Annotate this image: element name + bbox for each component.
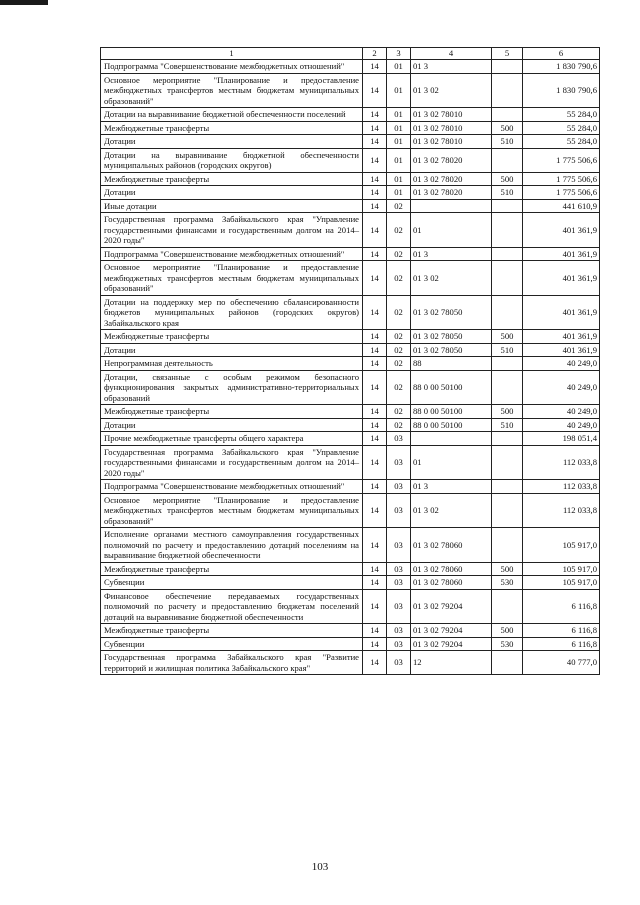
cell-amount: 105 917,0 (523, 562, 600, 576)
table-row (101, 418, 600, 432)
cell-section: 14 (363, 624, 387, 638)
table-row (101, 135, 600, 149)
cell-name: Межбюджетные трансферты (101, 121, 363, 135)
cell-target-code: 01 3 02 78050 (411, 343, 492, 357)
cell-expense-type (492, 651, 523, 675)
cell-expense-type (492, 589, 523, 624)
table-row (101, 148, 600, 172)
cell-subsection: 03 (387, 576, 411, 590)
cell-name: Основное мероприятие "Планирование и предоставление межбюджетных трансфертов местным бюджетам муниципальных образований" (101, 493, 363, 528)
cell-name: Основное мероприятие "Планирование и предоставление межбюджетных трансфертов местным бюджетам муниципальных образований" (101, 73, 363, 108)
table-row (101, 562, 600, 576)
header-row (101, 48, 600, 60)
cell-subsection: 01 (387, 60, 411, 74)
cell-section: 14 (363, 562, 387, 576)
cell-subsection: 02 (387, 330, 411, 344)
cell-target-code: 01 3 02 78050 (411, 295, 492, 330)
cell-amount: 105 917,0 (523, 528, 600, 563)
cell-subsection: 02 (387, 343, 411, 357)
cell-target-code: 01 3 02 (411, 493, 492, 528)
cell-name: Дотации (101, 343, 363, 357)
table-row (101, 121, 600, 135)
table-row (101, 60, 600, 74)
cell-amount: 6 116,8 (523, 637, 600, 651)
header-col-3: 3 (387, 48, 411, 60)
table-row (101, 637, 600, 651)
cell-section: 14 (363, 330, 387, 344)
table-row (101, 445, 600, 480)
cell-section: 14 (363, 405, 387, 419)
cell-subsection: 03 (387, 651, 411, 675)
cell-subsection: 03 (387, 493, 411, 528)
cell-section: 14 (363, 73, 387, 108)
cell-name: Дотации (101, 418, 363, 432)
table-row (101, 405, 600, 419)
cell-name: Дотации на выравнивание бюджетной обеспеченности муниципальных районов (городских округов) (101, 148, 363, 172)
table-row (101, 624, 600, 638)
cell-amount: 40 249,0 (523, 370, 600, 405)
table-row (101, 172, 600, 186)
cell-expense-type (492, 60, 523, 74)
cell-target-code: 01 3 02 78020 (411, 148, 492, 172)
cell-target-code: 88 0 00 50100 (411, 370, 492, 405)
cell-name: Подпрограмма "Совершенствование межбюджетных отношений" (101, 247, 363, 261)
cell-amount: 40 249,0 (523, 357, 600, 371)
cell-subsection: 01 (387, 135, 411, 149)
cell-target-code (411, 432, 492, 446)
table-row (101, 295, 600, 330)
cell-expense-type: 500 (492, 405, 523, 419)
cell-name: Межбюджетные трансферты (101, 562, 363, 576)
cell-expense-type: 510 (492, 343, 523, 357)
cell-target-code: 01 3 02 78020 (411, 186, 492, 200)
cell-amount: 401 361,9 (523, 295, 600, 330)
cell-name: Прочие межбюджетные трансферты общего характера (101, 432, 363, 446)
cell-target-code: 01 (411, 213, 492, 248)
cell-name: Межбюджетные трансферты (101, 405, 363, 419)
cell-amount: 401 361,9 (523, 247, 600, 261)
cell-target-code: 01 3 02 78020 (411, 172, 492, 186)
cell-expense-type (492, 261, 523, 296)
cell-expense-type (492, 528, 523, 563)
cell-expense-type (492, 213, 523, 248)
header-col-5: 5 (492, 48, 523, 60)
cell-amount: 40 249,0 (523, 418, 600, 432)
table-row (101, 651, 600, 675)
cell-amount: 401 361,9 (523, 330, 600, 344)
cell-name: Иные дотации (101, 199, 363, 213)
cell-subsection: 01 (387, 172, 411, 186)
cell-name: Субвенции (101, 576, 363, 590)
cell-amount: 441 610,9 (523, 199, 600, 213)
cell-section: 14 (363, 108, 387, 122)
cell-name: Межбюджетные трансферты (101, 330, 363, 344)
cell-subsection: 02 (387, 199, 411, 213)
table-row (101, 73, 600, 108)
cell-target-code: 01 3 02 78010 (411, 135, 492, 149)
cell-subsection: 01 (387, 108, 411, 122)
cell-target-code: 01 3 (411, 247, 492, 261)
table-row (101, 343, 600, 357)
table-row (101, 330, 600, 344)
cell-name: Государственная программа Забайкальского края "Управление государственными финансами и государственным долгом на 2014–2020 годы" (101, 213, 363, 248)
cell-amount: 55 284,0 (523, 121, 600, 135)
table-row (101, 576, 600, 590)
cell-expense-type (492, 432, 523, 446)
cell-amount: 40 777,0 (523, 651, 600, 675)
cell-target-code: 01 (411, 445, 492, 480)
cell-target-code: 01 3 02 (411, 261, 492, 296)
cell-amount: 198 051,4 (523, 432, 600, 446)
cell-name: Финансовое обеспечение передаваемых государственных полномочий по расчету и предоставлению бюджетам поселений дотаций на выравнивание бюджетной обеспеченности (101, 589, 363, 624)
cell-section: 14 (363, 247, 387, 261)
table-row (101, 108, 600, 122)
cell-section: 14 (363, 261, 387, 296)
cell-subsection: 02 (387, 213, 411, 248)
cell-subsection: 03 (387, 480, 411, 494)
cell-expense-type: 510 (492, 186, 523, 200)
cell-name: Межбюджетные трансферты (101, 624, 363, 638)
cell-name: Государственная программа Забайкальского края "Управление государственными финансами и государственным долгом на 2014–2020 годы" (101, 445, 363, 480)
table-row (101, 247, 600, 261)
table-body (101, 60, 600, 675)
cell-expense-type: 500 (492, 172, 523, 186)
cell-section: 14 (363, 135, 387, 149)
cell-expense-type (492, 493, 523, 528)
cell-name: Субвенции (101, 637, 363, 651)
cell-expense-type (492, 148, 523, 172)
cell-subsection: 03 (387, 562, 411, 576)
cell-expense-type: 500 (492, 121, 523, 135)
cell-name: Дотации на поддержку мер по обеспечению сбалансированности бюджетов муниципальных районов (городских округов) Забайкальского края (101, 295, 363, 330)
cell-expense-type: 510 (492, 418, 523, 432)
cell-name: Непрограммная деятельность (101, 357, 363, 371)
cell-name: Дотации (101, 135, 363, 149)
cell-target-code: 01 3 02 78050 (411, 330, 492, 344)
cell-expense-type: 500 (492, 330, 523, 344)
cell-subsection: 03 (387, 432, 411, 446)
table-row (101, 213, 600, 248)
header-col-4: 4 (411, 48, 492, 60)
cell-expense-type: 530 (492, 576, 523, 590)
cell-section: 14 (363, 637, 387, 651)
cell-amount: 112 033,8 (523, 445, 600, 480)
cell-amount: 1 775 506,6 (523, 172, 600, 186)
cell-target-code: 01 3 02 78010 (411, 108, 492, 122)
cell-subsection: 03 (387, 589, 411, 624)
cell-section: 14 (363, 418, 387, 432)
cell-subsection: 02 (387, 405, 411, 419)
table-row (101, 589, 600, 624)
cell-target-code: 01 3 02 79204 (411, 637, 492, 651)
cell-target-code: 01 3 02 79204 (411, 624, 492, 638)
cell-expense-type: 500 (492, 562, 523, 576)
cell-target-code: 01 3 02 78060 (411, 576, 492, 590)
cell-section: 14 (363, 493, 387, 528)
cell-subsection: 02 (387, 370, 411, 405)
cell-target-code: 01 3 02 79204 (411, 589, 492, 624)
cell-expense-type: 530 (492, 637, 523, 651)
cell-subsection: 02 (387, 261, 411, 296)
cell-subsection: 02 (387, 247, 411, 261)
top-edge-mark (0, 0, 48, 5)
cell-section: 14 (363, 357, 387, 371)
cell-section: 14 (363, 121, 387, 135)
cell-name: Дотации на выравнивание бюджетной обеспеченности поселений (101, 108, 363, 122)
table-row (101, 186, 600, 200)
cell-expense-type (492, 295, 523, 330)
header-col-2: 2 (363, 48, 387, 60)
cell-expense-type (492, 73, 523, 108)
cell-amount: 40 249,0 (523, 405, 600, 419)
cell-amount: 6 116,8 (523, 589, 600, 624)
cell-name: Государственная программа Забайкальского края "Развитие территорий и жилищная политика Забайкальского края" (101, 651, 363, 675)
cell-subsection: 03 (387, 528, 411, 563)
cell-target-code: 01 3 (411, 480, 492, 494)
cell-target-code: 01 3 02 78010 (411, 121, 492, 135)
cell-expense-type (492, 199, 523, 213)
cell-amount: 6 116,8 (523, 624, 600, 638)
cell-target-code: 01 3 02 (411, 73, 492, 108)
cell-name: Дотации, связанные с особым режимом безопасного функционирования закрытых административно-территориальных образований (101, 370, 363, 405)
cell-expense-type: 510 (492, 135, 523, 149)
cell-subsection: 02 (387, 418, 411, 432)
cell-target-code: 88 (411, 357, 492, 371)
cell-amount: 112 033,8 (523, 493, 600, 528)
cell-target-code: 01 3 02 78060 (411, 562, 492, 576)
cell-amount: 55 284,0 (523, 108, 600, 122)
cell-amount: 112 033,8 (523, 480, 600, 494)
cell-amount: 1 775 506,6 (523, 148, 600, 172)
table-row (101, 261, 600, 296)
cell-section: 14 (363, 528, 387, 563)
cell-name: Исполнение органами местного самоуправления государственных полномочий по расчету и предоставлению дотаций поселениям на выравнивание бюджетной обеспеченности (101, 528, 363, 563)
cell-expense-type (492, 370, 523, 405)
cell-target-code: 01 3 02 78060 (411, 528, 492, 563)
cell-section: 14 (363, 199, 387, 213)
cell-amount: 105 917,0 (523, 576, 600, 590)
cell-section: 14 (363, 480, 387, 494)
cell-amount: 401 361,9 (523, 213, 600, 248)
cell-section: 14 (363, 213, 387, 248)
header-col-6: 6 (523, 48, 600, 60)
cell-amount: 1 830 790,6 (523, 60, 600, 74)
header-col-1: 1 (101, 48, 363, 60)
cell-name: Межбюджетные трансферты (101, 172, 363, 186)
cell-section: 14 (363, 432, 387, 446)
cell-target-code: 88 0 00 50100 (411, 418, 492, 432)
cell-name: Дотации (101, 186, 363, 200)
cell-section: 14 (363, 295, 387, 330)
table-row (101, 493, 600, 528)
cell-expense-type: 500 (492, 624, 523, 638)
cell-section: 14 (363, 148, 387, 172)
cell-section: 14 (363, 343, 387, 357)
cell-name: Подпрограмма "Совершенствование межбюджетных отношений" (101, 60, 363, 74)
budget-table (100, 47, 600, 675)
cell-amount: 401 361,9 (523, 261, 600, 296)
cell-section: 14 (363, 589, 387, 624)
cell-expense-type (492, 108, 523, 122)
cell-name: Подпрограмма "Совершенствование межбюджетных отношений" (101, 480, 363, 494)
cell-subsection: 01 (387, 73, 411, 108)
cell-amount: 401 361,9 (523, 343, 600, 357)
cell-section: 14 (363, 60, 387, 74)
cell-subsection: 01 (387, 121, 411, 135)
table-row (101, 528, 600, 563)
cell-amount: 1 830 790,6 (523, 73, 600, 108)
cell-subsection: 03 (387, 624, 411, 638)
cell-subsection: 02 (387, 295, 411, 330)
cell-section: 14 (363, 445, 387, 480)
cell-target-code (411, 199, 492, 213)
cell-subsection: 01 (387, 148, 411, 172)
table-row (101, 357, 600, 371)
page-number: 103 (311, 861, 329, 873)
cell-section: 14 (363, 651, 387, 675)
cell-subsection: 02 (387, 357, 411, 371)
cell-section: 14 (363, 186, 387, 200)
cell-section: 14 (363, 576, 387, 590)
cell-amount: 55 284,0 (523, 135, 600, 149)
table-row (101, 480, 600, 494)
cell-target-code: 01 3 (411, 60, 492, 74)
cell-subsection: 01 (387, 186, 411, 200)
cell-subsection: 03 (387, 637, 411, 651)
cell-expense-type (492, 247, 523, 261)
cell-section: 14 (363, 172, 387, 186)
table-row (101, 432, 600, 446)
cell-expense-type (492, 445, 523, 480)
table-row (101, 199, 600, 213)
cell-expense-type (492, 480, 523, 494)
cell-expense-type (492, 357, 523, 371)
cell-subsection: 03 (387, 445, 411, 480)
cell-target-code: 12 (411, 651, 492, 675)
cell-section: 14 (363, 370, 387, 405)
table-row (101, 370, 600, 405)
cell-name: Основное мероприятие "Планирование и предоставление межбюджетных трансфертов местным бюджетам муниципальных образований" (101, 261, 363, 296)
cell-amount: 1 775 506,6 (523, 186, 600, 200)
cell-target-code: 88 0 00 50100 (411, 405, 492, 419)
